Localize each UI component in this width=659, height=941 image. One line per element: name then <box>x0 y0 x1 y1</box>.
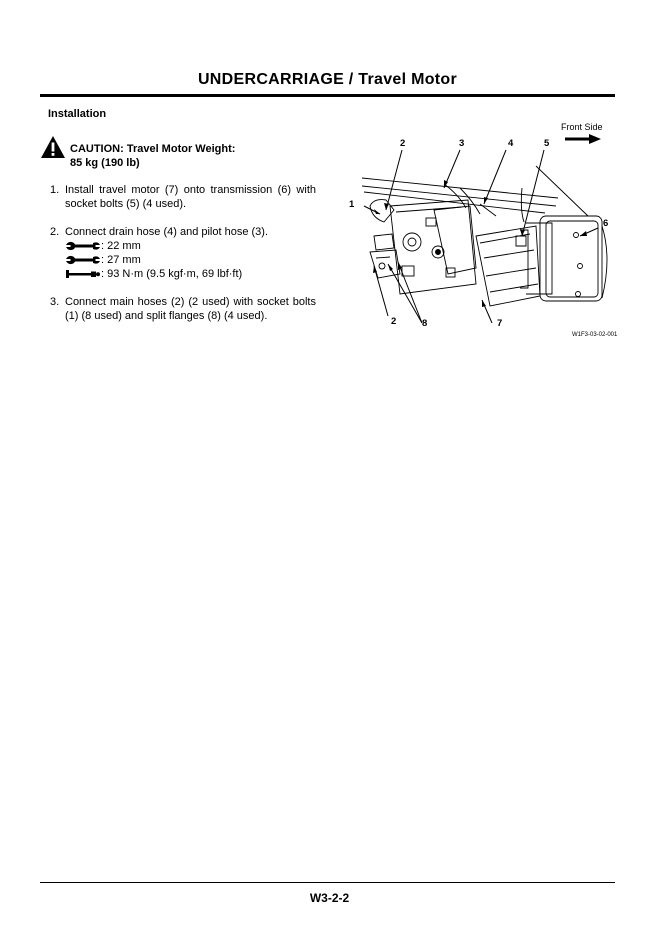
front-side-indicator <box>561 122 603 144</box>
wrench-icon <box>65 254 101 266</box>
step-1 <box>50 183 316 211</box>
figure-code: W1F3-03-02-001 <box>572 332 618 338</box>
spec-row <box>65 267 316 281</box>
step-text: Connect drain hose (4) and pilot hose (3). <box>65 226 269 238</box>
arrow-right-icon <box>565 134 601 144</box>
travel-motor-figure <box>340 118 618 343</box>
spec-text: : 22 mm <box>101 240 141 252</box>
spec-row <box>65 253 316 267</box>
callout-2-bottom: 2 <box>391 316 397 327</box>
wrench-icon <box>65 240 101 252</box>
callout-3: 3 <box>459 138 465 149</box>
footer-rule <box>40 882 615 883</box>
travel-motor-illustration <box>340 118 618 343</box>
torque-wrench-icon <box>65 268 101 280</box>
page-title: UNDERCARRIAGE / Travel Motor <box>197 71 458 88</box>
page-number: W3-2-2 <box>309 891 350 905</box>
caution-title: CAUTION: Travel Motor Weight: <box>70 143 236 155</box>
spec-row <box>65 239 316 253</box>
warning-triangle-icon <box>41 136 65 158</box>
front-side-label: Front Side <box>561 122 603 132</box>
callout-7: 7 <box>497 318 503 329</box>
step-text: Install travel motor (7) onto transmission (6) with socket bolts (5) (4 used). <box>65 184 316 210</box>
header-rule <box>40 94 615 97</box>
step-text: Connect main hoses (2) (2 used) with socket bolts (1) (8 used) and split flanges (8) (4 used). <box>65 296 316 322</box>
callout-2-top: 2 <box>400 138 406 149</box>
callout-4: 4 <box>508 138 514 149</box>
spec-text: : 27 mm <box>101 254 141 266</box>
callout-5: 5 <box>544 138 550 149</box>
callout-8: 8 <box>422 318 428 329</box>
step-2 <box>50 225 316 281</box>
step-number: 2. <box>50 226 60 238</box>
step-3 <box>50 295 316 323</box>
steps-list <box>50 183 316 323</box>
callout-1: 1 <box>349 199 355 210</box>
step-number: 3. <box>50 296 60 308</box>
callout-6: 6 <box>603 218 609 229</box>
spec-text: : 93 N·m (9.5 kgf·m, 69 lbf·ft) <box>101 268 243 280</box>
section-heading: Installation <box>48 108 107 120</box>
step-number: 1. <box>50 184 60 196</box>
caution-weight: 85 kg (190 lb) <box>70 157 140 169</box>
